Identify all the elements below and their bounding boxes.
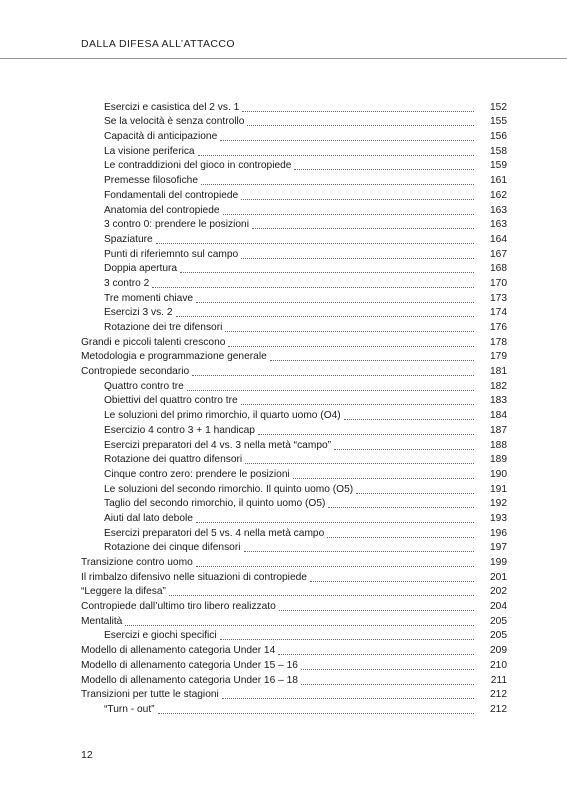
toc-entry-title: Esercizi 3 vs. 2: [104, 307, 173, 319]
toc-entry[interactable]: [81, 481, 507, 496]
toc-entry-title: Contropiede secondario: [81, 366, 190, 378]
toc-entry-title: Anatomia del contropiede: [104, 204, 220, 216]
toc-entry-page: 159: [490, 160, 507, 172]
dot-leader: [196, 522, 474, 523]
dot-leader: [294, 169, 474, 170]
toc-entry[interactable]: [81, 540, 507, 555]
dot-leader: [301, 669, 474, 670]
dot-leader: [169, 595, 474, 596]
dot-leader: [176, 316, 474, 317]
dot-leader: [247, 125, 474, 126]
toc-entry[interactable]: [81, 584, 507, 599]
toc-entry-title: Modello di allenamento categoria Under 14: [81, 645, 276, 657]
toc-entry-title: Fondamentali del contropiede: [104, 189, 239, 201]
dot-leader: [242, 111, 474, 112]
toc-entry[interactable]: [81, 393, 507, 408]
toc-entry-title: Modello di allenamento categoria Under 15 – 16: [81, 659, 298, 671]
toc-entry[interactable]: [81, 554, 507, 569]
toc-entry-page: 191: [490, 483, 507, 495]
dot-leader: [278, 654, 474, 655]
toc-entry[interactable]: [81, 642, 507, 657]
dot-leader: [241, 199, 474, 200]
table-of-contents: [81, 99, 507, 716]
toc-entry-title: “Turn - out”: [104, 703, 155, 715]
toc-entry-title: Premesse filosofiche: [104, 175, 198, 187]
dot-leader: [327, 537, 474, 538]
toc-entry-page: 193: [490, 512, 507, 524]
toc-entry-title: La visione periferica: [104, 145, 195, 157]
toc-entry-page: 183: [490, 395, 507, 407]
dot-leader: [225, 331, 474, 332]
toc-entry-page: 201: [490, 571, 507, 583]
toc-entry-title: Taglio del secondo rimorchio, il quinto uomo (O5): [104, 498, 326, 510]
toc-entry-page: 202: [490, 586, 507, 598]
toc-entry[interactable]: [81, 496, 507, 511]
toc-entry-page: 152: [490, 101, 507, 113]
toc-entry-page: 187: [490, 424, 507, 436]
toc-entry-title: Grandi e piccoli talenti crescono: [81, 336, 226, 348]
toc-entry-page: 205: [490, 630, 507, 642]
toc-entry-page: 179: [490, 351, 507, 363]
dot-leader: [270, 360, 474, 361]
toc-entry-title: Transizione contro uomo: [81, 557, 193, 568]
page-number: 12: [81, 749, 93, 761]
toc-entry-page: 161: [490, 175, 507, 187]
toc-entry-title: Tre momenti chiave: [104, 292, 194, 304]
toc-entry-page: 181: [490, 366, 507, 378]
toc-entry[interactable]: [81, 246, 507, 261]
toc-entry[interactable]: [81, 437, 507, 452]
toc-entry-page: 199: [490, 557, 507, 568]
toc-entry-title: Aiuti dal lato debole: [104, 512, 193, 524]
toc-entry[interactable]: [81, 128, 507, 143]
dot-leader: [152, 287, 474, 288]
toc-entry-page: 163: [490, 219, 507, 231]
dot-leader: [356, 493, 474, 494]
toc-entry[interactable]: [81, 319, 507, 334]
toc-entry-page: 162: [490, 189, 507, 201]
toc-entry-page: 184: [490, 410, 507, 422]
toc-entry-title: Doppia apertura: [104, 263, 178, 275]
toc-entry-page: 170: [490, 277, 507, 289]
toc-entry-page: 164: [490, 233, 507, 245]
dot-leader: [245, 463, 474, 464]
toc-entry-page: 188: [490, 439, 507, 451]
toc-entry-page: 168: [490, 263, 507, 275]
dot-leader: [180, 272, 474, 273]
toc-entry-title: Se la velocità è senza controllo: [104, 116, 245, 128]
dot-leader: [220, 140, 474, 141]
toc-entry-page: 211: [490, 674, 507, 686]
toc-entry[interactable]: [81, 687, 507, 702]
dot-leader: [125, 625, 474, 626]
toc-entry[interactable]: [81, 158, 507, 173]
toc-entry-title: Le soluzioni del secondo rimorchio. Il quinto uomo (O5): [104, 483, 354, 495]
dot-leader: [196, 302, 474, 303]
dot-leader: [201, 184, 474, 185]
dot-leader: [244, 551, 475, 552]
dot-leader: [258, 434, 474, 435]
dot-leader: [328, 507, 474, 508]
dot-leader: [198, 155, 474, 156]
toc-entry-title: Punti di riferiemnto sul campo: [104, 248, 239, 260]
toc-entry[interactable]: [81, 202, 507, 217]
toc-entry-page: 212: [490, 689, 507, 701]
toc-entry-page: 204: [490, 601, 507, 613]
toc-entry-title: Esercizi preparatori del 4 vs. 3 nella metà “campo”: [104, 439, 332, 451]
toc-entry[interactable]: [81, 657, 507, 672]
toc-entry[interactable]: [81, 569, 507, 584]
toc-entry-page: 156: [490, 131, 507, 143]
dot-leader: [222, 698, 474, 699]
toc-entry-page: 173: [490, 292, 507, 304]
dot-leader: [196, 566, 474, 567]
toc-entry-title: “Leggere la difesa”: [81, 586, 166, 598]
toc-entry[interactable]: [81, 275, 507, 290]
dot-leader: [293, 478, 474, 479]
toc-entry-page: 163: [490, 204, 507, 216]
toc-entry-page: 212: [490, 703, 507, 715]
toc-entry[interactable]: [81, 305, 507, 320]
toc-entry[interactable]: [81, 217, 507, 232]
dot-leader: [310, 581, 474, 582]
toc-entry[interactable]: [81, 407, 507, 422]
dot-leader: [279, 610, 474, 611]
toc-entry[interactable]: [81, 261, 507, 276]
toc-entry-title: Rotazione dei tre difensori: [104, 322, 223, 333]
toc-entry-title: Esercizi e casistica del 2 vs. 1: [104, 101, 240, 113]
toc-entry-title: Il rimbalzo difensivo nelle situazioni di contropiede: [81, 571, 307, 583]
toc-entry-title: Le soluzioni del primo rimorchio, il quarto uomo (O4): [104, 410, 341, 422]
toc-entry-title: Esercizio 4 contro 3 + 1 handicap: [104, 424, 255, 436]
toc-entry-page: 205: [490, 615, 507, 627]
toc-entry[interactable]: [81, 349, 507, 364]
toc-entry-page: 174: [490, 307, 507, 319]
dot-leader: [334, 449, 474, 450]
running-header: DALLA DIFESA ALL’ATTACCO: [81, 38, 235, 50]
toc-entry[interactable]: [81, 99, 507, 114]
toc-entry-page: 197: [490, 542, 507, 554]
dot-leader: [301, 684, 474, 685]
dot-leader: [220, 639, 474, 640]
toc-entry-title: Transizioni per tutte le stagioni: [81, 689, 219, 701]
toc-entry-title: Capacità di anticipazione: [104, 131, 218, 143]
toc-entry-page: 189: [490, 454, 507, 466]
toc-entry[interactable]: [81, 143, 507, 158]
toc-entry[interactable]: [81, 334, 507, 349]
toc-entry-title: Contropiede dall’ultimo tiro libero realizzato: [81, 601, 276, 613]
toc-entry[interactable]: [81, 525, 507, 540]
toc-entry[interactable]: [81, 290, 507, 305]
toc-entry-page: 176: [490, 322, 507, 333]
toc-entry-title: 3 contro 2: [104, 277, 150, 289]
toc-entry-page: 209: [490, 645, 507, 657]
toc-entry-page: 190: [490, 468, 507, 480]
dot-leader: [252, 228, 474, 229]
toc-entry[interactable]: [81, 114, 507, 129]
toc-entry[interactable]: [81, 231, 507, 246]
toc-entry[interactable]: [81, 628, 507, 643]
toc-entry[interactable]: [81, 363, 507, 378]
toc-entry-page: 210: [490, 659, 507, 671]
toc-entry-title: Metodologia e programmazione generale: [81, 351, 267, 363]
toc-entry[interactable]: [81, 672, 507, 687]
dot-leader: [344, 419, 474, 420]
toc-entry[interactable]: [81, 187, 507, 202]
toc-entry-page: 167: [490, 248, 507, 260]
toc-entry[interactable]: [81, 701, 507, 716]
dot-leader: [187, 390, 474, 391]
toc-entry-page: 158: [490, 145, 507, 157]
toc-entry[interactable]: [81, 452, 507, 467]
toc-entry-title: Spaziature: [104, 233, 153, 245]
toc-entry[interactable]: [81, 510, 507, 525]
toc-entry[interactable]: [81, 613, 507, 628]
toc-entry[interactable]: [81, 172, 507, 187]
dot-leader: [158, 713, 474, 714]
toc-entry-page: 155: [490, 116, 507, 128]
toc-entry-title: Modello di allenamento categoria Under 16 – 18: [81, 674, 298, 686]
dot-leader: [241, 404, 474, 405]
toc-entry[interactable]: [81, 466, 507, 481]
toc-entry-title: Rotazione dei cinque difensori: [104, 542, 241, 554]
toc-entry-page: 178: [490, 336, 507, 348]
header-rule: [0, 58, 567, 59]
toc-entry-title: Esercizi e giochi specifici: [104, 630, 217, 642]
toc-entry-title: Quattro contro tre: [104, 380, 184, 392]
toc-entry-title: Rotazione dei quattro difensori: [104, 454, 243, 466]
dot-leader: [223, 214, 474, 215]
toc-entry[interactable]: [81, 598, 507, 613]
dot-leader: [228, 346, 474, 347]
toc-entry-title: Esercizi preparatori del 5 vs. 4 nella metà campo: [104, 527, 325, 539]
dot-leader: [241, 258, 474, 259]
toc-entry-title: Le contraddizioni del gioco in contropiede: [104, 160, 292, 172]
toc-entry-page: 192: [490, 498, 507, 510]
toc-entry-page: 182: [490, 380, 507, 392]
dot-leader: [192, 375, 474, 376]
toc-entry-title: Mentalità: [81, 615, 123, 627]
toc-entry-title: 3 contro 0: prendere le posizioni: [104, 219, 249, 231]
toc-entry[interactable]: [81, 378, 507, 393]
toc-entry-title: Obiettivi del quattro contro tre: [104, 395, 238, 407]
toc-entry-page: 196: [490, 527, 507, 539]
dot-leader: [156, 243, 474, 244]
toc-entry[interactable]: [81, 422, 507, 437]
toc-entry-title: Cinque contro zero: prendere le posizioni: [104, 468, 290, 480]
